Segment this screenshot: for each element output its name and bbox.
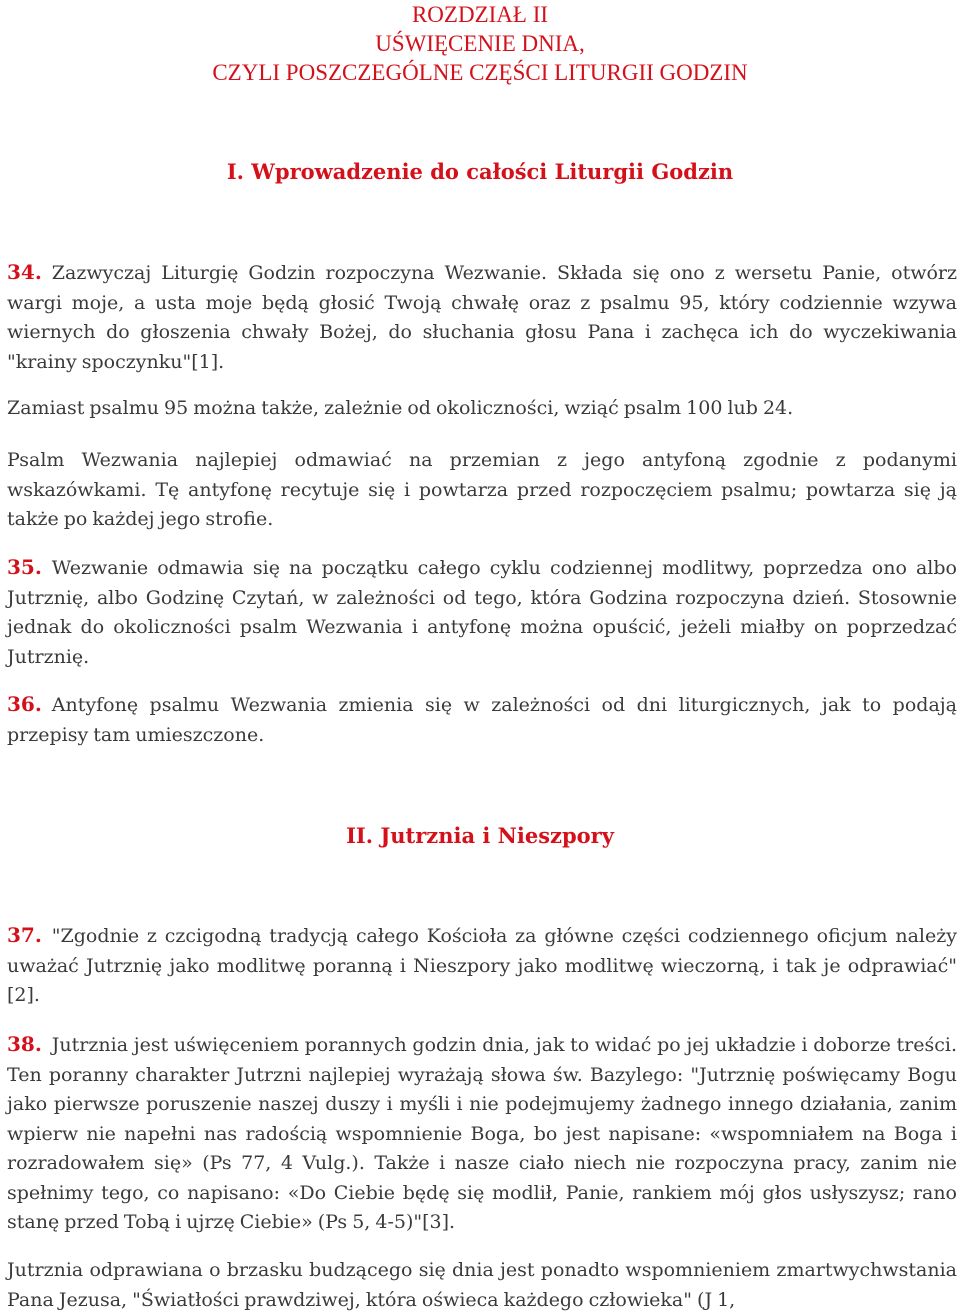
chapter-subtitle-2: CZYLI POSZCZEGÓLNE CZĘŚCI LITURGII GODZIN <box>212 60 748 85</box>
paragraph-37 <box>7 921 957 1011</box>
paragraph-34 <box>7 258 957 377</box>
paragraph-text: "Zgodnie z czcigodną tradycją całego Kościoła za główne części codziennego oficjum należy uważać Jutrznię jako modlitwę poranną i Nieszpory jako modlitwę wieczorną, i tak je odprawiać"[2]. <box>7 925 957 1006</box>
paragraph-35 <box>7 553 957 672</box>
paragraph-number: 36. <box>7 692 42 716</box>
chapter-subtitle: UŚWIĘCENIE DNIA, <box>375 31 585 56</box>
section-heading-1: I. Wprowadzenie do całości Liturgii Godzin <box>226 159 734 184</box>
paragraph-text: Psalm Wezwania najlepiej odmawiać na przemian z jego antyfoną zgodnie z podanymi wskazówkami. Tę antyfonę recytuje się i powtarza przed rozpoczęciem psalmu; powtarza się ją także po każdej jego strofie. <box>7 449 957 530</box>
paragraph-text: Antyfonę psalmu Wezwania zmienia się w zależności od dni liturgicznych, jak to podają przepisy tam umieszczone. <box>7 694 957 746</box>
paragraph-number: 37. <box>7 923 42 947</box>
chapter-title: ROZDZIAŁ II <box>411 2 549 27</box>
paragraph-text: Zamiast psalmu 95 można także, zależnie od okoliczności, wziąć psalm 100 lub 24. <box>7 397 794 419</box>
paragraph-text: Jutrznia jest uświęceniem porannych godzin dnia, jak to widać po jej układzie i doborze treści. Ten poranny charakter Jutrzni najlepiej wyrażają słowa św. Bazylego: "Jutrznię poświęcamy Bogu jako pierwsze poruszenie naszej duszy i myśli i nie podejmujemy żadnego innego działania, zanim wpierw nie napełni nas radością wspomnienie Boga, bo jest napisane: «wspomniałem na Boga i rozradowałem się» (Ps 77, 4 Vulg.). Także i nasze ciało niech nie rozpoczyna pracy, zanim nie spełnimy tego, co napisano: «Do Ciebie będę się modlił, Panie, rankiem mój głos usłyszysz; rano stanę przed Tobą i ujrzę Ciebie» (Ps 5, 4-5)"[3]. <box>7 1034 957 1233</box>
paragraph-text: Zazwyczaj Liturgię Godzin rozpoczyna Wezwanie. Składa się ono z wersetu Panie, otwórz wargi moje, a usta moje będą głosić Twoją chwałę oraz z psalmu 95, który codziennie wzywa wiernych do głoszenia chwały Bożej, do słuchania głosu Pana i zachęca ich do wyczekiwania "krainy spoczynku"[1]. <box>7 262 957 373</box>
paragraph-text: Wezwanie odmawia się na początku całego cyklu codziennej modlitwy, poprzedza ono albo Jutrznię, albo Godzinę Czytań, w zależności od tego, która Godzina rozpoczyna dzień. Stosownie jednak do okoliczności psalm Wezwania i antyfonę można opuścić, jeżeli miałby on poprzedzać Jutrznię. <box>7 557 957 668</box>
paragraph-36 <box>7 690 957 750</box>
paragraph-text: Jutrznia odprawiana o brzasku budzącego się dnia jest ponadto wspomnieniem zmartwychwstania Pana Jezusa, "Światłości prawdziwej, która oświeca każdego człowieka" (J 1, <box>7 1259 957 1311</box>
paragraph-number: 35. <box>7 555 42 579</box>
paragraph-number: 38. <box>7 1032 42 1056</box>
paragraph-34-continued <box>7 394 957 424</box>
paragraph-number: 34. <box>7 260 42 284</box>
paragraph-38-continued <box>7 1256 957 1315</box>
paragraph-38 <box>7 1030 957 1238</box>
section-heading-2: II. Jutrznia i Nieszpory <box>346 823 614 848</box>
paragraph-34-continued-2 <box>7 446 957 535</box>
